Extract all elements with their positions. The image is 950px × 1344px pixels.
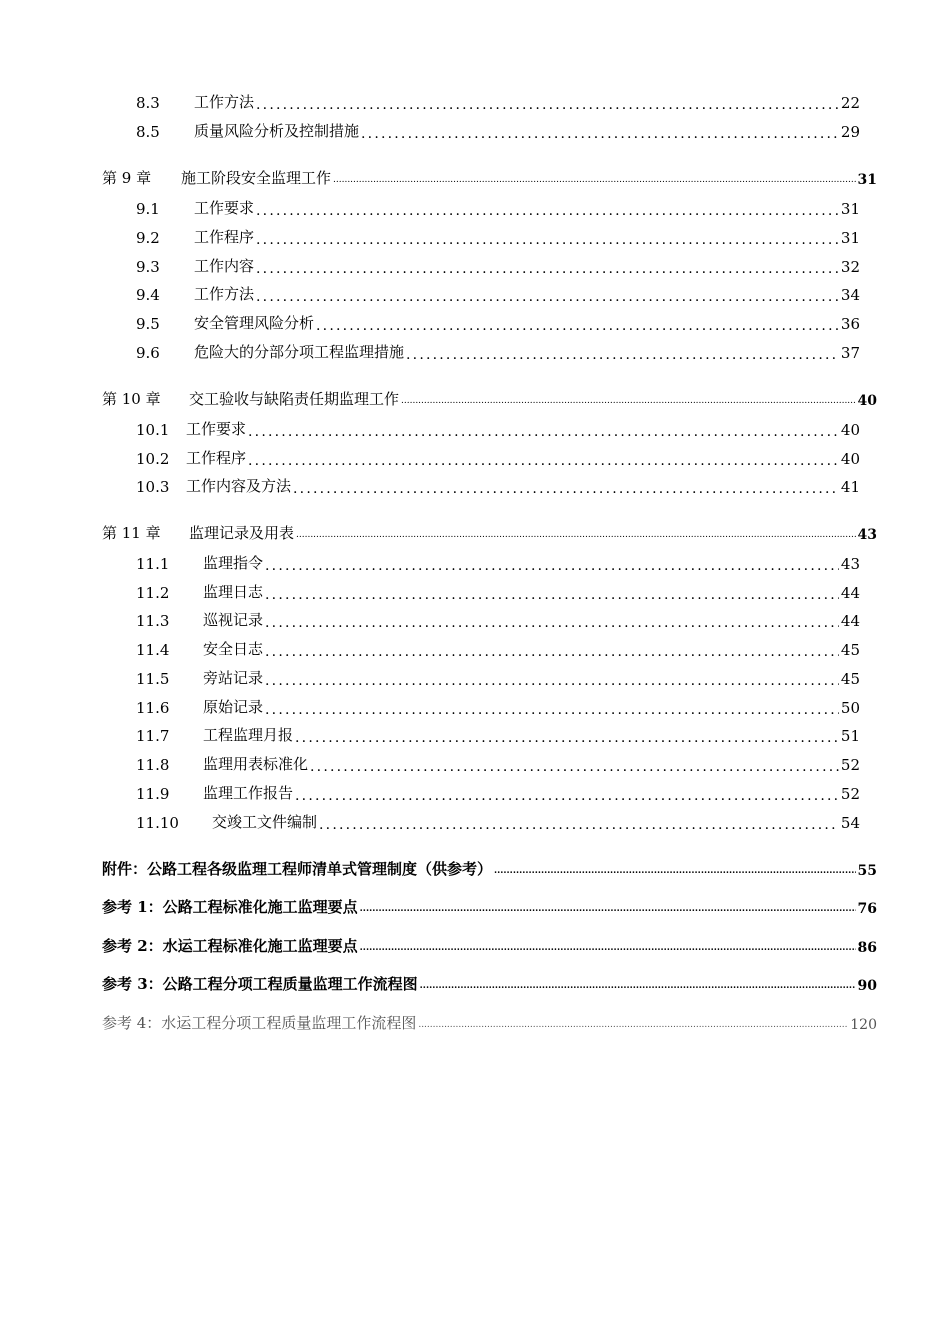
toc-appendix[interactable]: [102, 857, 877, 879]
entry-number: 10.2: [136, 450, 170, 468]
dot-leader: [265, 703, 839, 717]
chapter-page: 40: [857, 393, 877, 409]
entry-number: 10.3: [136, 478, 170, 496]
dot-leader: [494, 867, 856, 879]
entry-number: 11.5: [136, 670, 170, 688]
entry-number: 10.1: [136, 421, 170, 439]
dot-leader: [256, 233, 839, 247]
toc-chapter-9[interactable]: [102, 166, 877, 188]
dot-leader: [293, 482, 839, 496]
dot-leader: [333, 176, 856, 188]
entry-title: 监理日志: [203, 583, 264, 601]
reference-page: 86: [857, 940, 877, 956]
chapter-title: 监理记录及用表: [189, 524, 295, 542]
entry-title: 安全日志: [203, 640, 264, 658]
chapter-number: 第 11 章: [102, 524, 161, 542]
dot-leader: [256, 98, 839, 112]
entry-number: 11.7: [136, 727, 170, 745]
toc-entry-11-8[interactable]: [136, 752, 860, 774]
entry-page: 43: [840, 555, 860, 573]
chapter-title: 施工阶段安全监理工作: [181, 169, 332, 187]
dot-leader: [401, 397, 856, 409]
entry-number: 9.2: [136, 229, 160, 247]
entry-number: 11.6: [136, 699, 170, 717]
toc-entry-10-1[interactable]: [136, 417, 860, 439]
entry-number: 9.1: [136, 200, 160, 218]
chapter-number: 第 9 章: [102, 169, 152, 187]
toc-entry-11-1[interactable]: [136, 551, 860, 573]
entry-page: 51: [840, 727, 860, 745]
toc-entry-11-3[interactable]: [136, 608, 860, 630]
entry-number: 11.4: [136, 641, 170, 659]
toc-reference-4[interactable]: [102, 1011, 877, 1033]
dot-leader: [420, 982, 856, 994]
entry-number: 9.4: [136, 286, 160, 304]
entry-page: 45: [840, 641, 860, 659]
chapter-page: 43: [857, 527, 877, 543]
entry-number: 11.8: [136, 756, 170, 774]
toc-entry-10-2[interactable]: [136, 446, 860, 468]
dot-leader: [248, 454, 839, 468]
reference-title: 参考 1：公路工程标准化施工监理要点: [102, 898, 358, 916]
entry-title: 交竣工文件编制: [212, 813, 318, 831]
chapter-number: 第 10 章: [102, 390, 161, 408]
entry-page: 29: [840, 123, 860, 141]
entry-page: 22: [840, 94, 860, 112]
entry-page: 40: [840, 450, 860, 468]
dot-leader: [256, 290, 839, 304]
dot-leader: [310, 760, 839, 774]
entry-number: 9.6: [136, 344, 160, 362]
entry-number: 8.5: [136, 123, 160, 141]
toc-entry-10-3[interactable]: [136, 474, 860, 496]
entry-number: 8.3: [136, 94, 160, 112]
entry-number: 9.5: [136, 315, 160, 333]
entry-title: 监理指令: [203, 554, 264, 572]
toc-entry-11-5[interactable]: [136, 666, 860, 688]
entry-page: 44: [840, 584, 860, 602]
entry-page: 52: [840, 756, 860, 774]
dot-leader: [265, 645, 839, 659]
toc-entry-11-2[interactable]: [136, 580, 860, 602]
reference-title: 参考 3：公路工程分项工程质量监理工作流程图: [102, 975, 418, 993]
toc-entry-9-2[interactable]: [136, 225, 860, 247]
dot-leader: [316, 319, 839, 333]
toc-chapter-11[interactable]: [102, 521, 877, 543]
dot-leader: [418, 1021, 848, 1033]
dot-leader: [361, 127, 839, 141]
dot-leader: [296, 531, 856, 543]
dot-leader: [265, 559, 839, 573]
entry-page: 34: [840, 286, 860, 304]
entry-page: 45: [840, 670, 860, 688]
entry-page: 54: [840, 814, 860, 832]
entry-page: 50: [840, 699, 860, 717]
reference-page: 76: [857, 901, 877, 917]
reference-page: 120: [850, 1017, 877, 1033]
entry-title: 工作方法: [194, 285, 255, 303]
toc-reference-3[interactable]: [102, 972, 877, 994]
entry-page: 52: [840, 785, 860, 803]
entry-page: 36: [840, 315, 860, 333]
toc-entry-11-7[interactable]: [136, 723, 860, 745]
appendix-page: 55: [857, 863, 877, 879]
dot-leader: [265, 588, 839, 602]
toc-entry-11-10[interactable]: [136, 810, 860, 832]
reference-page: 90: [857, 978, 877, 994]
entry-title: 工作内容及方法: [186, 477, 292, 495]
toc-entry-9-3[interactable]: [136, 254, 860, 276]
entry-number: 11.3: [136, 612, 170, 630]
chapter-page: 31: [857, 172, 877, 188]
dot-leader: [406, 348, 839, 362]
dot-leader: [295, 731, 839, 745]
entry-title: 工作要求: [186, 420, 247, 438]
dot-leader: [265, 674, 839, 688]
chapter-title: 交工验收与缺陷责任期监理工作: [189, 390, 400, 408]
entry-title: 监理用表标准化: [203, 755, 309, 773]
toc-entry-9-5[interactable]: [136, 311, 860, 333]
toc-entry-8-5[interactable]: [136, 119, 860, 141]
toc-entry-11-6[interactable]: [136, 695, 860, 717]
toc-chapter-10[interactable]: [102, 387, 877, 409]
entry-page: 32: [840, 258, 860, 276]
entry-title: 工作内容: [194, 257, 255, 275]
entry-title: 原始记录: [203, 698, 264, 716]
entry-page: 41: [840, 478, 860, 496]
entry-title: 质量风险分析及控制措施: [194, 122, 360, 140]
dot-leader: [360, 905, 856, 917]
entry-number: 11.1: [136, 555, 170, 573]
entry-page: 31: [840, 200, 860, 218]
entry-number: 9.3: [136, 258, 160, 276]
toc-entry-9-1[interactable]: [136, 196, 860, 218]
entry-page: 40: [840, 421, 860, 439]
toc-reference-1[interactable]: [102, 895, 877, 917]
toc-entry-11-4[interactable]: [136, 637, 860, 659]
entry-page: 44: [840, 612, 860, 630]
entry-title: 工作程序: [194, 228, 255, 246]
entry-title: 工作方法: [194, 93, 255, 111]
entry-title: 危险大的分部分项工程监理措施: [194, 343, 405, 361]
toc-entry-9-6[interactable]: [136, 340, 860, 362]
entry-title: 工程监理月报: [203, 726, 294, 744]
dot-leader: [319, 818, 839, 832]
toc-reference-2[interactable]: [102, 934, 877, 956]
entry-title: 工作要求: [194, 199, 255, 217]
toc-entry-9-4[interactable]: [136, 282, 860, 304]
entry-number: 11.9: [136, 785, 170, 803]
entry-page: 37: [840, 344, 860, 362]
entry-title: 工作程序: [186, 449, 247, 467]
entry-title: 监理工作报告: [203, 784, 294, 802]
toc-entry-8-3[interactable]: [136, 90, 860, 112]
entry-title: 安全管理风险分析: [194, 314, 315, 332]
entry-number: 11.10: [136, 814, 179, 832]
dot-leader: [256, 204, 839, 218]
dot-leader: [256, 262, 839, 276]
appendix-title: 附件：公路工程各级监理工程师清单式管理制度（供参考）: [102, 860, 493, 878]
entry-title: 巡视记录: [203, 611, 264, 629]
entry-page: 31: [840, 229, 860, 247]
dot-leader: [265, 616, 839, 630]
toc-entry-11-9[interactable]: [136, 781, 860, 803]
reference-title: 参考 4：水运工程分项工程质量监理工作流程图: [102, 1014, 417, 1032]
reference-title: 参考 2：水运工程标准化施工监理要点: [102, 937, 358, 955]
dot-leader: [248, 425, 839, 439]
entry-title: 旁站记录: [203, 669, 264, 687]
dot-leader: [360, 944, 856, 956]
dot-leader: [295, 789, 839, 803]
entry-number: 11.2: [136, 584, 170, 602]
